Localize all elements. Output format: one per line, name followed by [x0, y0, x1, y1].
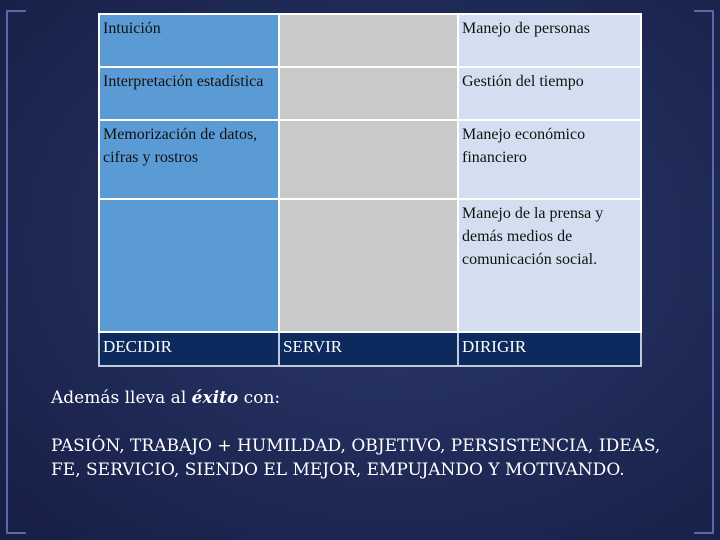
table-cell	[279, 67, 458, 120]
table-cell: Manejo económico financiero	[458, 120, 641, 200]
table-row	[99, 199, 641, 332]
table-cell	[279, 120, 458, 200]
values-paragraph: PASIÓN, TRABAJO + HUMILDAD, OBJETIVO, PERSISTENCIA, IDEAS, FE, SERVICIO, SIENDO EL MEJOR, EMPUJANDO Y MOTIVANDO.	[51, 436, 661, 480]
skills-table	[98, 13, 642, 367]
table-cell	[99, 199, 279, 332]
footer-cell-servir: SERVIR	[279, 332, 458, 366]
table-cell: Memorización de datos, cifras y rostros	[99, 120, 279, 200]
table-footer-row	[99, 332, 641, 366]
footer-cell-decidir: DECIDIR	[99, 332, 279, 366]
extra-line-before: Además lleva al	[51, 388, 192, 408]
right-bracket-decoration	[694, 10, 714, 534]
table-cell: Manejo de personas	[458, 14, 641, 67]
table-row	[99, 67, 641, 120]
table-cell: Interpretación estadística	[99, 67, 279, 120]
extra-line	[51, 388, 280, 408]
left-bracket-decoration	[6, 10, 26, 534]
extra-line-after: con:	[238, 388, 281, 408]
table-cell	[279, 199, 458, 332]
table-row	[99, 14, 641, 67]
footer-cell-dirigir: DIRIGIR	[458, 332, 641, 366]
extra-line-emphasis: éxito	[191, 388, 239, 408]
table-cell	[279, 14, 458, 67]
table-cell: Manejo de la prensa y demás medios de comunicación social.	[458, 199, 641, 332]
table-row	[99, 120, 641, 200]
table-cell: Gestión del tiempo	[458, 67, 641, 120]
table-cell: Intuición	[99, 14, 279, 67]
